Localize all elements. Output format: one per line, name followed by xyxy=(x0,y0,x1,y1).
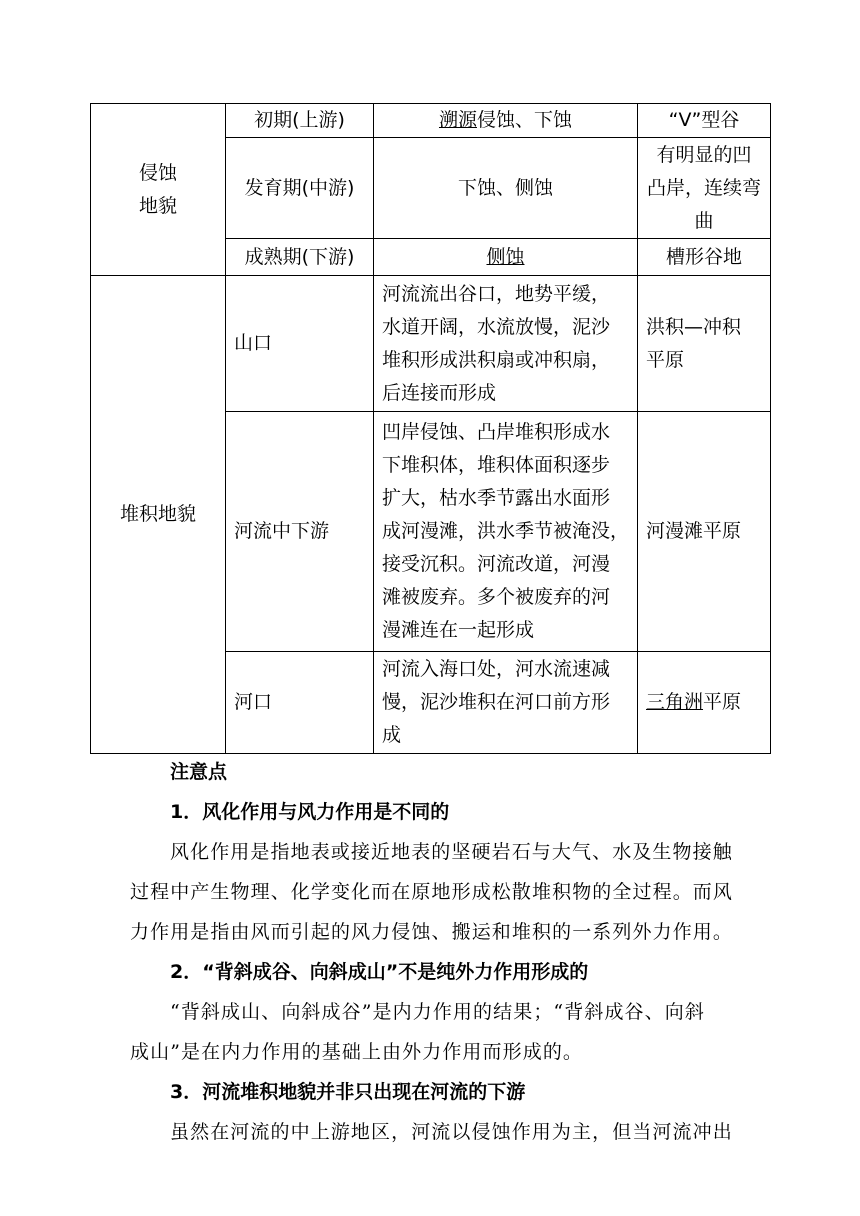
stage-cell: 发育期(中游) xyxy=(226,138,374,239)
note-text-line: 虽然在河流的中上游地区，河流以侵蚀作用为主，但当河流冲出 xyxy=(170,1121,733,1143)
landform-cell: 有明显的凹 凸岸，连续弯 曲 xyxy=(638,138,771,239)
stage-cell: 初期(上游) xyxy=(226,104,374,138)
location-cell: 河流中下游 xyxy=(226,412,374,652)
landform-cell: “V”型谷 xyxy=(638,104,771,138)
note-heading: 3．河流堆积地貌并非只出现在河流的下游 xyxy=(170,1081,526,1103)
landform-cell: 洪积—冲积 平原 xyxy=(638,276,771,412)
stage-cell: 成熟期(下游) xyxy=(226,239,374,276)
landform-cell: 三角洲平原 xyxy=(638,652,771,754)
deposition-landform-label: 堆积地貌 xyxy=(91,276,226,754)
note-heading: 1．风化作用与风力作用是不同的 xyxy=(170,801,450,823)
note-text-line: 成山”是在内力作用的基础上由外力作用而形成的。 xyxy=(130,1041,584,1063)
process-cell: 溯源侵蚀、下蚀 xyxy=(374,104,638,138)
note-text-line: “背斜成山、向斜成谷”是内力作用的结果；“背斜成谷、向斜 xyxy=(170,1001,705,1023)
location-cell: 河口 xyxy=(226,652,374,754)
process-cell: 河流入海口处，河水流速减 慢，泥沙堆积在河口前方形 成 xyxy=(374,652,638,754)
landform-table xyxy=(90,103,771,754)
note-text-line: 力作用是指由风而引起的风力侵蚀、搬运和堆积的一系列外力作用。 xyxy=(130,921,734,943)
note-text-line: 风化作用是指地表或接近地表的坚硬岩石与大气、水及生物接触 xyxy=(170,841,733,863)
landform-cell: 槽形谷地 xyxy=(638,239,771,276)
process-cell: 凹岸侵蚀、凸岸堆积形成水 下堆积体，堆积体面积逐步 扩大，枯水季节露出水面形 成河漫滩，洪水季节被淹没， 接受沉积。河流改道，河漫 滩被废弃。多个被废弃的河 漫滩连在一起形成 xyxy=(374,412,638,652)
process-cell: 侧蚀 xyxy=(374,239,638,276)
erosion-landform-label: 侵蚀 地貌 xyxy=(91,104,226,276)
note-text-line: 过程中产生物理、化学变化而在原地形成松散堆积物的全过程。而风 xyxy=(130,881,734,903)
notes-section xyxy=(130,752,740,1152)
process-cell: 下蚀、侧蚀 xyxy=(374,138,638,239)
process-cell: 河流流出谷口，地势平缓， 水道开阔，水流放慢，泥沙 堆积形成洪积扇或冲积扇， 后连接而形成 xyxy=(374,276,638,412)
notes-title: 注意点 xyxy=(170,761,228,783)
location-cell: 山口 xyxy=(226,276,374,412)
landform-cell: 河漫滩平原 xyxy=(638,412,771,652)
note-heading: 2．“背斜成谷、向斜成山”不是纯外力作用形成的 xyxy=(170,961,589,983)
